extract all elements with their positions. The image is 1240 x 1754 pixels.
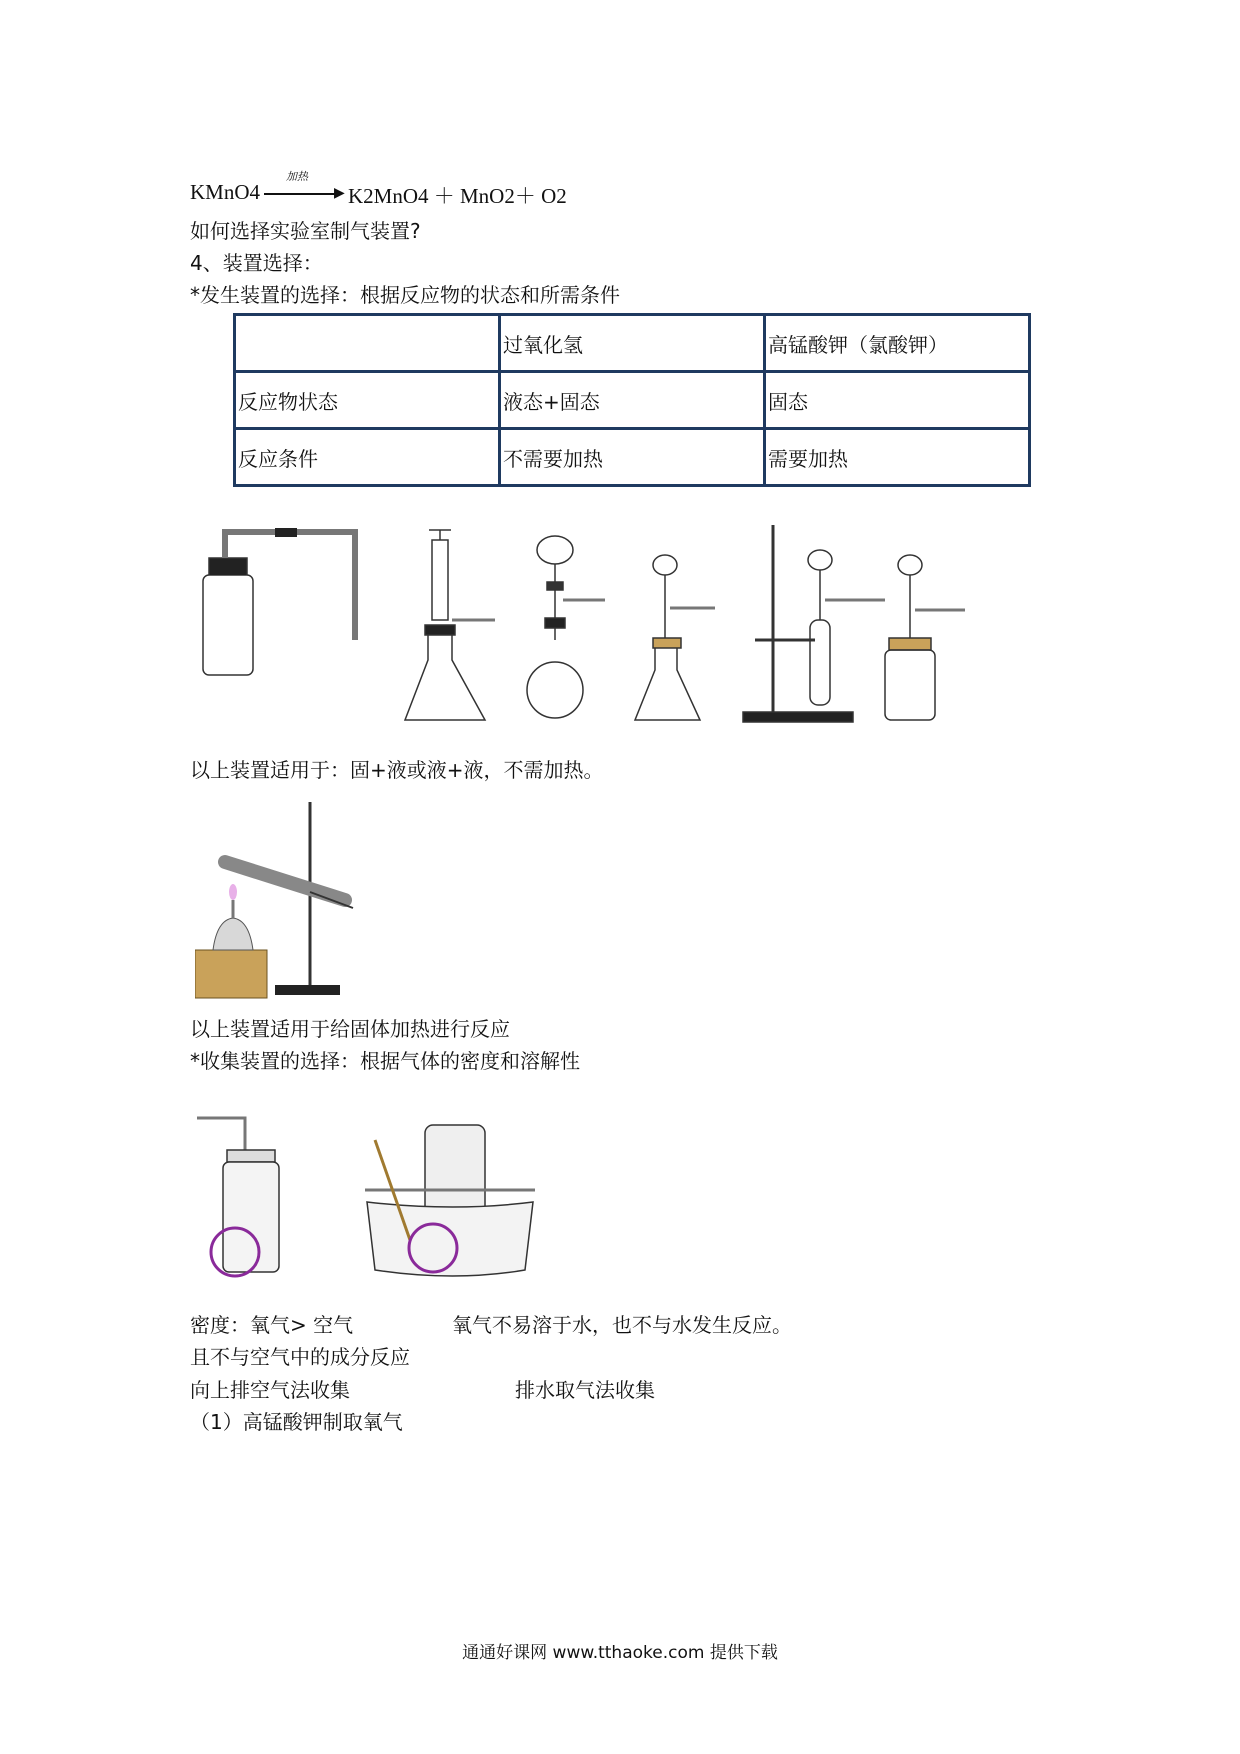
- air-reaction-line: 且不与空气中的成分反应: [190, 1345, 410, 1369]
- upward-air-collection-icon: [197, 1118, 279, 1276]
- table-cell: [235, 315, 500, 372]
- table-cell: 高锰酸钾（氯酸钾）: [765, 315, 1030, 372]
- liquid-apparatus-figure: [195, 520, 995, 730]
- table-row: [235, 315, 1030, 372]
- water-displacement-icon: [365, 1125, 535, 1276]
- arrow-head-icon: ▶: [334, 186, 345, 201]
- table-cell: 反应条件: [235, 429, 500, 486]
- solid-heating-figure: [195, 800, 375, 1005]
- syringe-flask-icon: [405, 530, 495, 720]
- table-row: [235, 429, 1030, 486]
- heating-stand-icon: [195, 802, 353, 998]
- collect-intro: *收集装置的选择：根据气体的密度和溶解性: [190, 1049, 580, 1073]
- generator-intro: *发生装置的选择：根据反应物的状态和所需条件: [190, 283, 620, 307]
- note-solid-apparatus: 以上装置适用于给固体加热进行反应: [190, 1017, 510, 1041]
- collection-figure: [195, 1110, 545, 1290]
- table-row: [235, 372, 1030, 429]
- table-cell: 反应物状态: [235, 372, 500, 429]
- equation-condition: 加热: [286, 171, 308, 183]
- table-cell: 液态+固态: [500, 372, 765, 429]
- table-cell: 需要加热: [765, 429, 1030, 486]
- section-title: 4、装置选择：: [190, 251, 323, 275]
- method-upward-air: 向上排空气法收集: [190, 1378, 350, 1402]
- equation-products: K2MnO4 ＋ MnO2＋ O2: [348, 184, 567, 208]
- reaction-arrow: [264, 193, 338, 195]
- solubility-line: 氧气不易溶于水，也不与水发生反应。: [452, 1313, 792, 1337]
- stand-test-tube-icon: [743, 525, 885, 722]
- subtitle-1: （1）高锰酸钾制取氧气: [190, 1410, 403, 1434]
- table-cell: 不需要加热: [500, 429, 765, 486]
- long-neck-funnel-flask-icon: [635, 555, 715, 720]
- note-liquid-apparatus: 以上装置适用于：固+液或液+液，不需加热。: [190, 758, 604, 782]
- separatory-funnel-flask-icon: [527, 536, 605, 718]
- table-cell: 固态: [765, 372, 1030, 429]
- method-water-displacement: 排水取气法收集: [515, 1378, 655, 1402]
- density-line: 密度：氧气> 空气: [190, 1313, 354, 1337]
- question-text: 如何选择实验室制气装置?: [190, 219, 421, 243]
- footer-text: 通通好课网 www.tthaoke.com 提供下载: [462, 1643, 778, 1663]
- table-cell: 过氧化氢: [500, 315, 765, 372]
- comparison-table: [233, 313, 1031, 487]
- gas-bottle-icon: [203, 528, 355, 675]
- wide-mouth-bottle-funnel-icon: [885, 555, 965, 720]
- equation-reactant: KMnO4: [190, 180, 261, 204]
